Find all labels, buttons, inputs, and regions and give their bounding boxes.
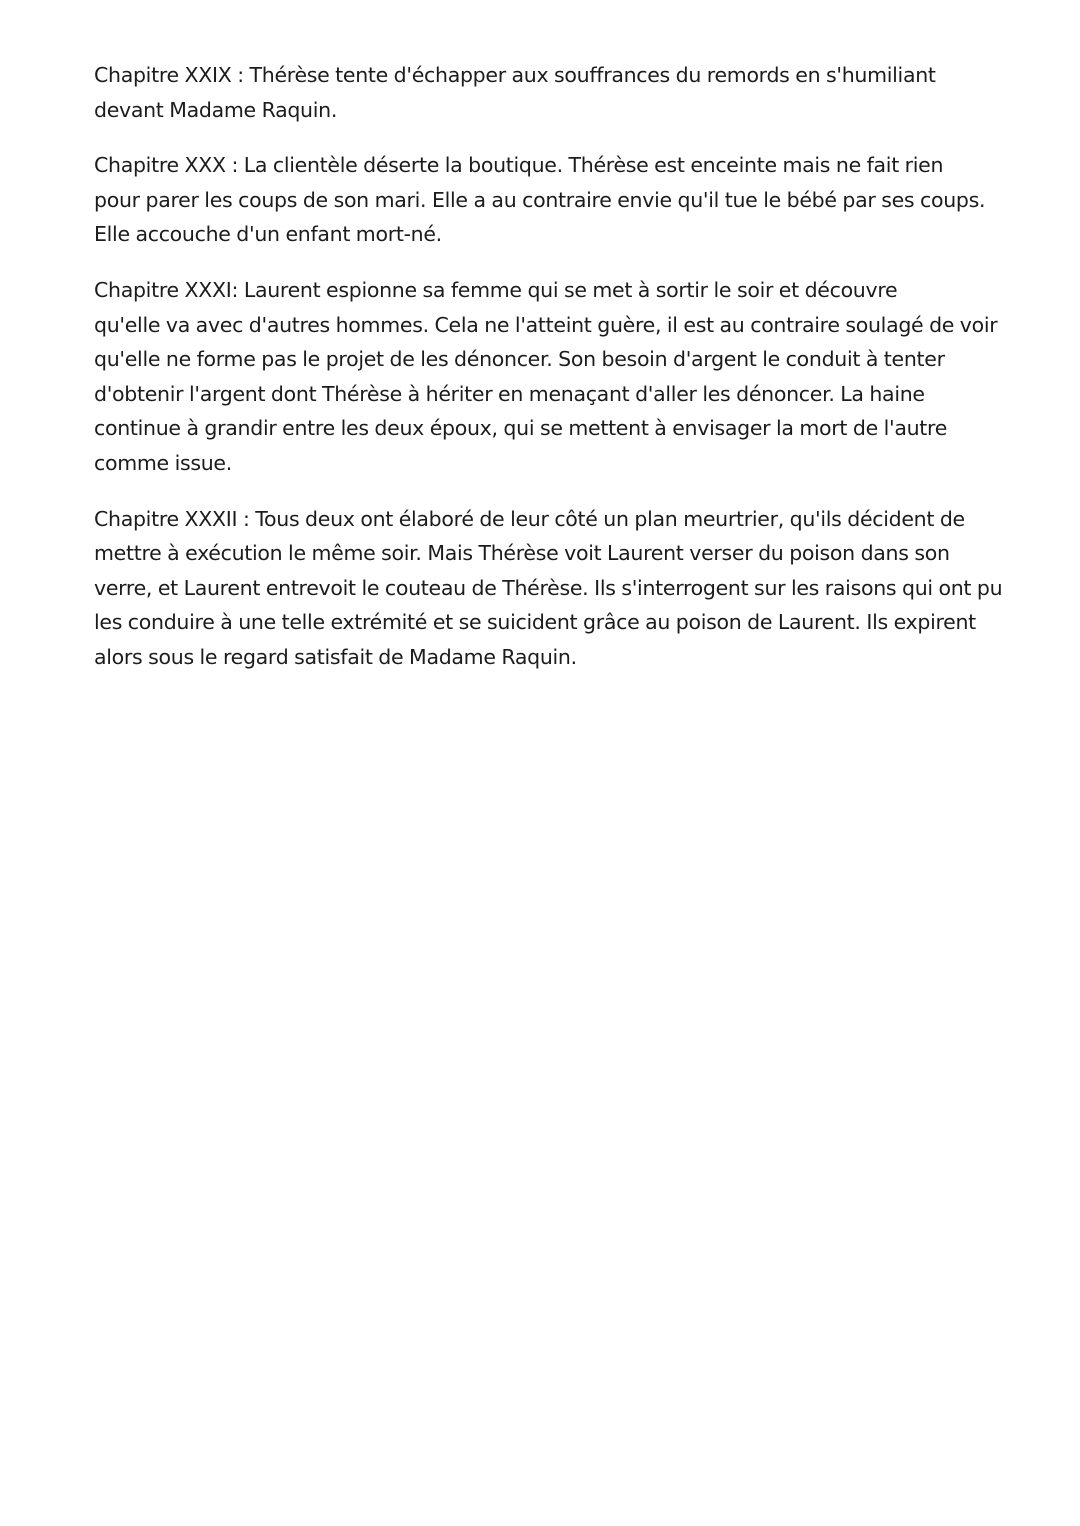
paragraph-chapitre-xxix — [50, 58, 1035, 127]
paragraph-line: Chapitre XXXI: Laurent espionne sa femme qui se met à sortir le soir et découvre — [94, 277, 898, 302]
paragraph-chapitre-xxxi — [50, 273, 1035, 481]
paragraph-line: mettre à exécution le même soir. Mais Thérèse voit Laurent verser du poison dans son — [94, 541, 950, 566]
paragraph-line: Chapitre XXIX : Thérèse tente d'échapper aux souffrances du remords en s'humiliant — [94, 63, 936, 87]
paragraph-line: qu'elle ne forme pas le projet de les dénoncer. Son besoin d'argent le conduit à tenter — [94, 347, 945, 372]
paragraph-line: continue à grandir entre les deux époux, qui se mettent à envisager la mort de l'autre — [94, 416, 948, 441]
paragraph-line: comme issue. — [94, 450, 232, 475]
paragraph-chapitre-xxx — [50, 148, 1035, 252]
paragraph-chapitre-xxxii — [50, 502, 1035, 675]
paragraph-line: Chapitre XXXII : Tous deux ont élaboré de leur côté un plan meurtrier, qu'ils décident de — [94, 506, 965, 531]
document-body — [50, 58, 1035, 696]
paragraph-line: verre, et Laurent entrevoit le couteau de Thérèse. Ils s'interrogent sur les raisons qui ont pu — [94, 575, 1003, 600]
paragraph-line: pour parer les coups de son mari. Elle a au contraire envie qu'il tue le bébé par ses coups. — [94, 187, 986, 212]
paragraph-line: alors sous le regard satisfait de Madame Raquin. — [94, 644, 577, 669]
paragraph-line: d'obtenir l'argent dont Thérèse à hériter en menaçant d'aller les dénoncer. La haine — [94, 381, 925, 406]
paragraph-line: les conduire à une telle extrémité et se suicident grâce au poison de Laurent. Ils expirent — [94, 610, 976, 635]
paragraph-line: qu'elle va avec d'autres hommes. Cela ne l'atteint guère, il est au contraire soulagé de voir — [94, 312, 998, 337]
paragraph-line: Chapitre XXX : La clientèle déserte la boutique. Thérèse est enceinte mais ne fait rien — [94, 153, 944, 178]
paragraph-line: devant Madame Raquin. — [94, 97, 338, 122]
paragraph-line: Elle accouche d'un enfant mort-né. — [94, 222, 442, 247]
